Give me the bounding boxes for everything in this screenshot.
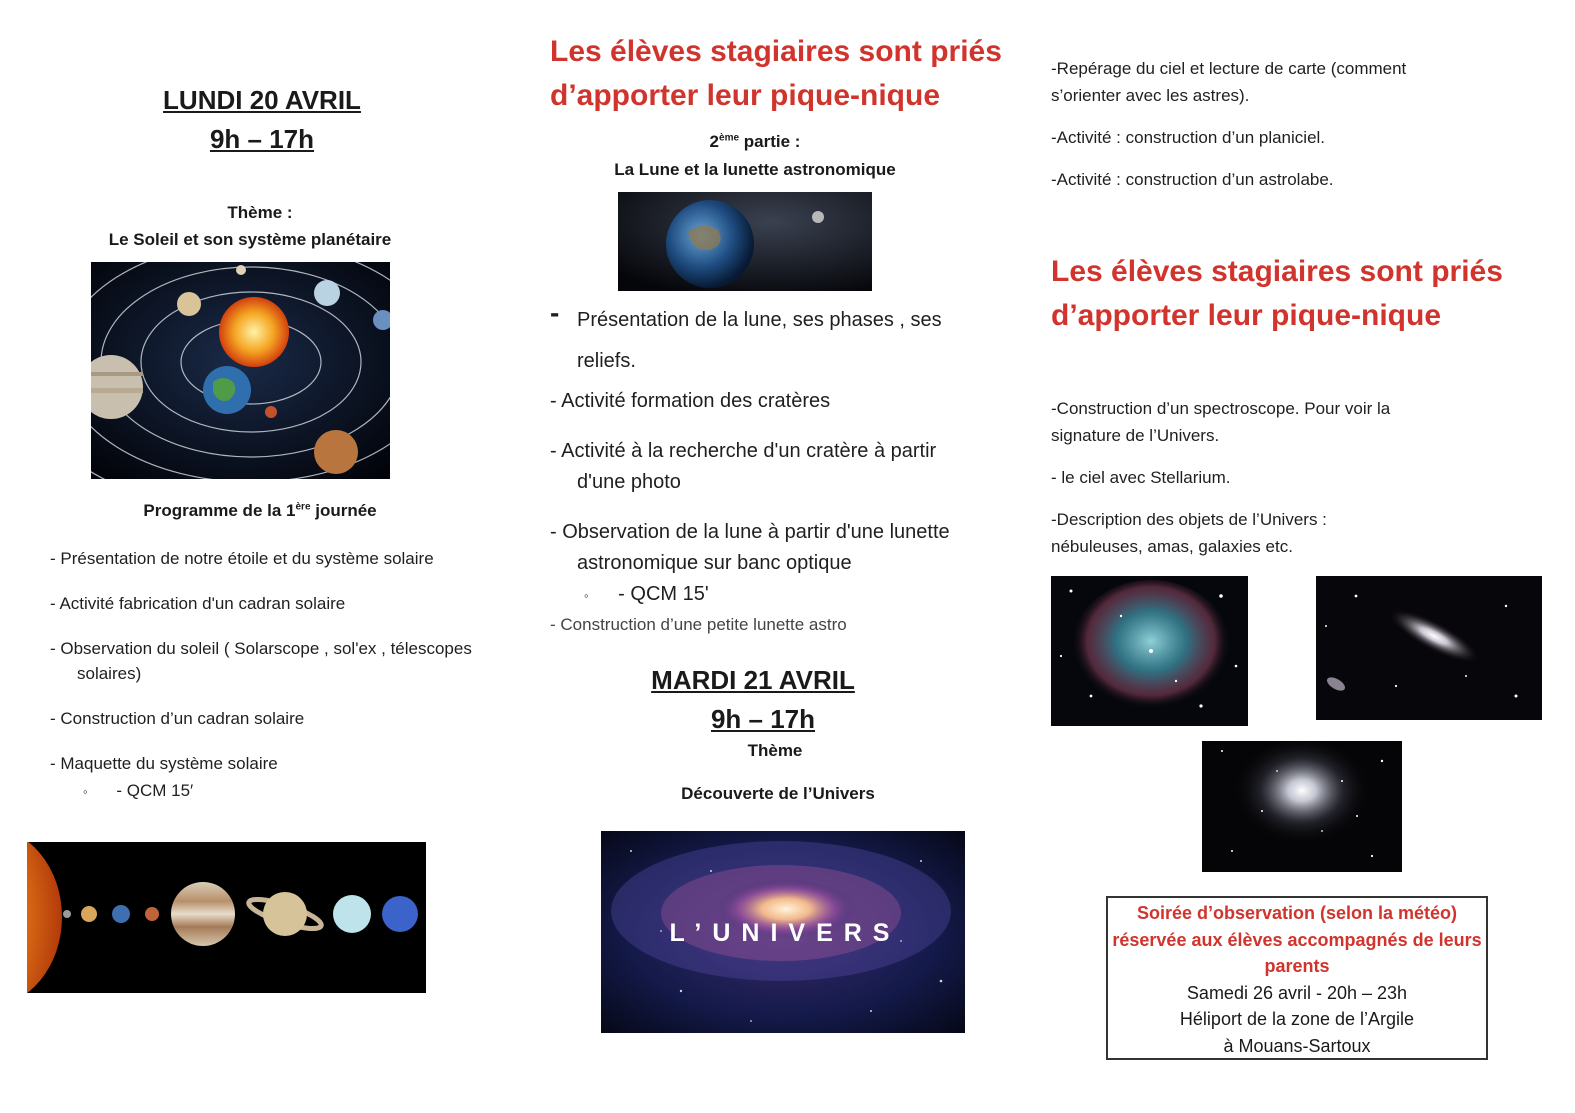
earth-moon-image <box>618 192 872 291</box>
picnic-notice-right: Les élèves stagiaires sont priés d’apporter leur pique-nique <box>1051 255 1503 332</box>
qcm-line-part-two: ◦ - QCM 15' <box>584 583 709 605</box>
day-title-tuesday: MARDI 21 AVRIL <box>651 665 855 695</box>
part-two-label: 2ème partie : <box>709 132 801 151</box>
list-item: - Présentation de notre étoile et du système solaire <box>50 549 434 568</box>
program-list-top-right <box>1051 55 1491 193</box>
univers-image-text: L’UNIVERS <box>669 919 901 947</box>
galaxy-image <box>1316 576 1542 720</box>
list-item: - Construction d’une petite lunette astro <box>550 615 847 634</box>
part-two-title: La Lune et la lunette astronomique <box>614 160 896 179</box>
list-item-continued: astronomique sur banc optique <box>577 552 852 574</box>
list-item-continued: nébuleuses, amas, galaxies etc. <box>1051 537 1293 556</box>
list-item-continued: s’orienter avec les astres). <box>1051 86 1250 105</box>
theme-label-monday: Thème : <box>227 203 293 222</box>
list-item: - Construction d’un cadran solaire <box>50 709 305 728</box>
univers-galaxy-image <box>601 831 965 1033</box>
box-red-line: parents <box>1264 956 1330 976</box>
planets-row-image <box>27 842 426 993</box>
box-red-line: Soirée d’observation (selon la météo) <box>1136 903 1458 923</box>
theme-value-monday: Le Soleil et son système planétaire <box>108 230 392 249</box>
bullet-icon: ◦ <box>584 588 589 603</box>
program-title: Programme de la 1ère journée <box>143 501 377 520</box>
list-item: -Description des objets de l’Univers : <box>1051 510 1327 529</box>
dash-bullet: - <box>550 297 560 328</box>
box-date: Samedi 26 avril - 20h – 23h <box>1186 982 1408 1003</box>
list-item: -Repérage du ciel et lecture de carte (comment <box>1051 59 1407 78</box>
list-item: - Observation du soleil ( Solarscope , sol'ex , télescopes <box>50 639 472 658</box>
observation-evening-box <box>1106 896 1488 1060</box>
bullet-icon: ◦ <box>83 784 88 799</box>
star-cluster-image <box>1202 741 1402 872</box>
program-list-part-two <box>550 297 1010 639</box>
list-item: - Maquette du système solaire <box>50 754 278 773</box>
hours-monday: 9h – 17h <box>209 124 315 154</box>
box-town: à Mouans-Sartoux <box>1223 1035 1371 1056</box>
theme-value-tuesday: Découverte de l’Univers <box>681 784 875 803</box>
solar-system-image <box>91 262 390 479</box>
list-item: - Observation de la lune à partir d'une lunette <box>550 521 950 543</box>
list-item: - Activité à la recherche d'un cratère à partir <box>550 440 937 462</box>
qcm-line-monday: ◦ - QCM 15′ <box>83 781 194 800</box>
list-item: - Présentation de la lune, ses phases , ses reliefs. <box>550 300 1010 382</box>
day-title-monday: LUNDI 20 AVRIL <box>163 85 361 115</box>
list-item: -Construction d’un spectroscope. Pour voir la <box>1051 399 1391 418</box>
list-item-continued: signature de l’Univers. <box>1051 426 1220 445</box>
list-item-continued: d'une photo <box>577 471 681 493</box>
list-item: - Activité formation des cratères <box>550 390 831 412</box>
hours-tuesday: 9h – 17h <box>710 704 816 734</box>
list-item: - Activité fabrication d'un cadran solaire <box>50 594 346 613</box>
program-list-bottom-right <box>1051 395 1491 560</box>
box-red-line: réservée aux élèves accompagnés de leurs <box>1112 929 1482 950</box>
list-item-continued: solaires) <box>77 664 142 683</box>
box-location: Héliport de la zone de l’Argile <box>1179 1009 1415 1029</box>
picnic-notice-top: Les élèves stagiaires sont priés d’apporter leur pique-nique <box>550 35 1002 112</box>
program-list-monday <box>50 546 520 804</box>
theme-label-tuesday: Thème <box>747 741 803 760</box>
nebula-image <box>1051 576 1248 726</box>
list-item: -Activité : construction d’un planiciel. <box>1051 128 1326 147</box>
list-item: -Activité : construction d’un astrolabe. <box>1051 170 1334 189</box>
list-item: - le ciel avec Stellarium. <box>1051 468 1231 487</box>
